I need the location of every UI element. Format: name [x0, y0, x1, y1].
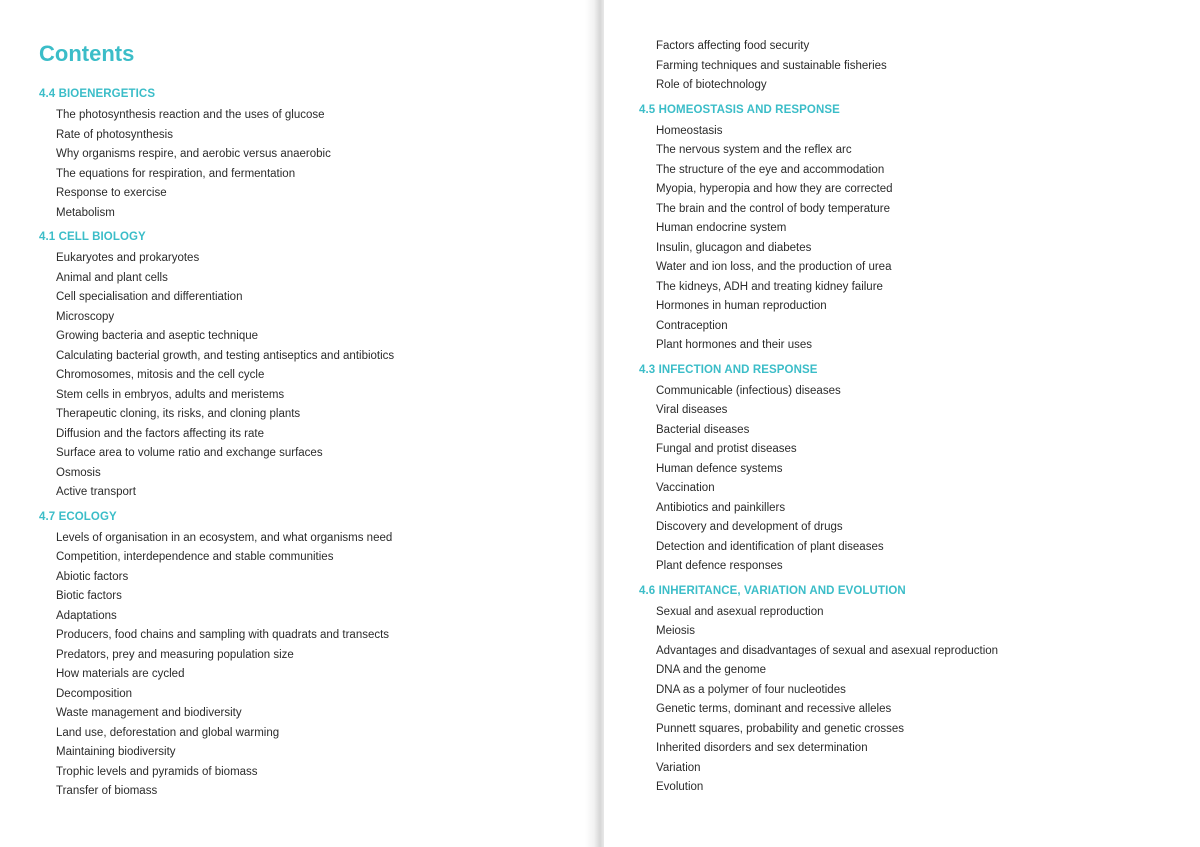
- topic-item[interactable]: Cell specialisation and differentiation: [56, 291, 243, 303]
- topic-item[interactable]: Plant defence responses: [656, 560, 783, 572]
- topic-item[interactable]: Myopia, hyperopia and how they are corrected: [656, 183, 893, 195]
- topic-item[interactable]: Chromosomes, mitosis and the cell cycle: [56, 369, 265, 381]
- section-inheritance: [639, 584, 998, 798]
- topic-item[interactable]: Genetic terms, dominant and recessive alleles: [656, 703, 892, 715]
- topic-item[interactable]: Discovery and development of drugs: [656, 521, 843, 533]
- topic-item[interactable]: DNA as a polymer of four nucleotides: [656, 683, 846, 696]
- topic-item[interactable]: Adaptations: [56, 609, 117, 622]
- topic-item[interactable]: Hormones in human reproduction: [656, 300, 827, 312]
- topic-list: [639, 37, 998, 96]
- topic-list: [39, 249, 394, 503]
- topic-item[interactable]: Vaccination: [656, 482, 715, 494]
- topic-item[interactable]: Factors affecting food security: [656, 40, 810, 52]
- topic-item[interactable]: Fungal and protist diseases: [656, 443, 797, 455]
- topic-item[interactable]: Detection and identification of plant diseases: [656, 540, 884, 553]
- topic-list: [639, 382, 998, 577]
- topic-item[interactable]: Osmosis: [56, 466, 101, 479]
- topic-item[interactable]: Growing bacteria and aseptic technique: [56, 330, 259, 342]
- topic-item[interactable]: Trophic levels and pyramids of biomass: [56, 765, 258, 778]
- topic-item[interactable]: Antibiotics and painkillers: [656, 501, 786, 514]
- topic-item[interactable]: Why organisms respire, and aerobic versus anaerobic: [56, 148, 331, 160]
- topic-item[interactable]: Animal and plant cells: [56, 271, 168, 284]
- right-contents-column: [639, 37, 998, 798]
- topic-item[interactable]: Human defence systems: [656, 462, 783, 475]
- section-cell-biology: [39, 230, 394, 503]
- section-bioenergetics: [39, 87, 394, 223]
- topic-item[interactable]: The brain and the control of body temperature: [656, 202, 890, 215]
- topic-item[interactable]: Producers, food chains and sampling with quadrats and transects: [56, 629, 390, 641]
- topic-item[interactable]: Response to exercise: [56, 187, 167, 199]
- page-title: Contents: [39, 41, 135, 66]
- topic-item[interactable]: Waste management and biodiversity: [56, 707, 242, 719]
- section-heading[interactable]: 4.3 INFECTION AND RESPONSE: [639, 363, 818, 376]
- left-contents-column: [39, 87, 394, 802]
- topic-item[interactable]: Levels of organisation in an ecosystem, and what organisms need: [56, 531, 393, 544]
- topic-item[interactable]: Viral diseases: [656, 404, 728, 416]
- topic-item[interactable]: Water and ion loss, and the production of urea: [656, 261, 892, 273]
- section-heading[interactable]: 4.6 INHERITANCE, VARIATION AND EVOLUTION: [639, 584, 906, 597]
- topic-item[interactable]: Calculating bacterial growth, and testing antiseptics and antibiotics: [56, 349, 395, 362]
- topic-item[interactable]: Insulin, glucagon and diabetes: [656, 241, 812, 254]
- topic-item[interactable]: Rate of photosynthesis: [56, 128, 173, 141]
- topic-item[interactable]: Inherited disorders and sex determination: [656, 742, 868, 754]
- topic-list: [639, 603, 998, 798]
- topic-item[interactable]: Predators, prey and measuring population size: [56, 648, 294, 661]
- topic-item[interactable]: DNA and the genome: [656, 664, 766, 676]
- topic-item[interactable]: Meiosis: [656, 625, 695, 637]
- topic-item[interactable]: Abiotic factors: [56, 570, 129, 583]
- topic-list: [639, 122, 998, 356]
- section-homeostasis: [639, 103, 998, 356]
- topic-item[interactable]: The equations for respiration, and fermentation: [56, 167, 296, 180]
- topic-item[interactable]: Active transport: [56, 486, 136, 498]
- topic-item[interactable]: Land use, deforestation and global warming: [56, 726, 280, 739]
- topic-list: [39, 106, 394, 223]
- section-heading[interactable]: 4.5 HOMEOSTASIS AND RESPONSE: [639, 103, 840, 116]
- topic-item[interactable]: Therapeutic cloning, its risks, and cloning plants: [56, 408, 301, 420]
- topic-item[interactable]: Advantages and disadvantages of sexual and asexual reproduction: [656, 644, 999, 657]
- topic-item[interactable]: Surface area to volume ratio and exchange surfaces: [56, 447, 323, 459]
- left-page: [0, 0, 596, 847]
- topic-item[interactable]: Communicable (infectious) diseases: [656, 384, 841, 397]
- topic-list: [39, 529, 394, 802]
- topic-item[interactable]: Evolution: [656, 781, 704, 793]
- topic-item[interactable]: Farming techniques and sustainable fisheries: [656, 59, 887, 72]
- section-infection: [639, 363, 998, 577]
- topic-item[interactable]: Sexual and asexual reproduction: [656, 605, 824, 618]
- topic-item[interactable]: Human endocrine system: [656, 222, 787, 234]
- topic-item[interactable]: Variation: [656, 761, 701, 774]
- topic-item[interactable]: Homeostasis: [656, 124, 723, 137]
- topic-item[interactable]: Transfer of biomass: [56, 785, 158, 797]
- topic-item[interactable]: Punnett squares, probability and genetic crosses: [656, 722, 905, 735]
- section-ecology-continued: [639, 37, 998, 96]
- topic-item[interactable]: How materials are cycled: [56, 668, 185, 680]
- topic-item[interactable]: The nervous system and the reflex arc: [656, 144, 852, 156]
- topic-item[interactable]: Bacterial diseases: [656, 423, 750, 436]
- topic-item[interactable]: Diffusion and the factors affecting its rate: [56, 427, 264, 440]
- section-heading[interactable]: 4.7 ECOLOGY: [39, 510, 117, 523]
- topic-item[interactable]: Contraception: [656, 319, 728, 332]
- topic-item[interactable]: Eukaryotes and prokaryotes: [56, 252, 200, 264]
- topic-item[interactable]: Maintaining biodiversity: [56, 746, 176, 758]
- section-heading[interactable]: 4.4 BIOENERGETICS: [39, 88, 156, 100]
- topic-item[interactable]: The kidneys, ADH and treating kidney failure: [656, 280, 883, 293]
- topic-item[interactable]: Metabolism: [56, 206, 115, 219]
- topic-item[interactable]: Plant hormones and their uses: [656, 339, 812, 351]
- topic-item[interactable]: Decomposition: [56, 687, 133, 700]
- topic-item[interactable]: The structure of the eye and accommodation: [656, 163, 885, 176]
- section-heading[interactable]: 4.1 CELL BIOLOGY: [39, 231, 146, 243]
- topic-item[interactable]: Stem cells in embryos, adults and meristems: [56, 388, 285, 401]
- topic-item[interactable]: Competition, interdependence and stable communities: [56, 551, 334, 563]
- topic-item[interactable]: Biotic factors: [56, 590, 122, 602]
- topic-item[interactable]: The photosynthesis reaction and the uses of glucose: [56, 109, 325, 121]
- section-ecology: [39, 510, 394, 802]
- topic-item[interactable]: Role of biotechnology: [656, 79, 767, 91]
- topic-item[interactable]: Microscopy: [56, 310, 115, 323]
